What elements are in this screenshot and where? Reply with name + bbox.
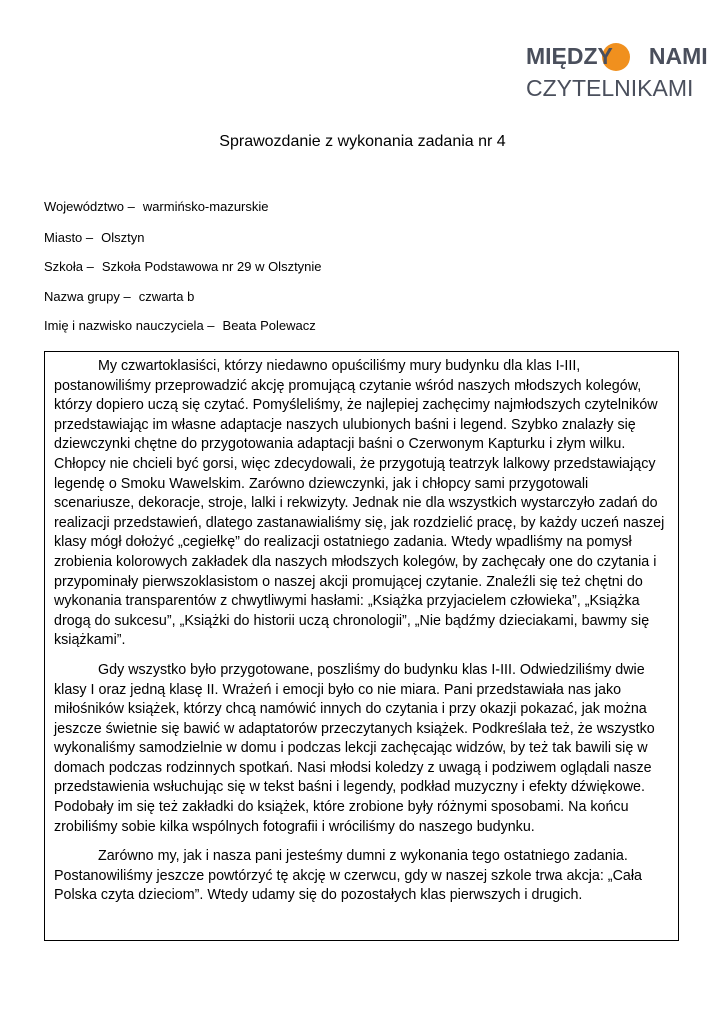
logo-top-line — [526, 43, 708, 70]
logo-word-2: NAMI — [648, 43, 708, 69]
logo-word-3: CZYTELNIKAMI — [526, 75, 694, 101]
report-paragraph-3: Zarówno my, jak i nasza pani jesteśmy dumni z wykonania tego ostatniego zadania. Postanowiliśmy jeszcze powtórzyć tę akcję w czerwcu, gdy w naszej szkole trwa akcja: „Cała Polska czyta dzieciom”. Wtedy udamy się do pozostałych klas pierwszych i drugich. — [54, 848, 642, 904]
report-paragraph-1: My czwartoklasiści, którzy niedawno opuściliśmy mury budynku dla klas I-III, postanowiliśmy przeprowadzić akcję promującą czytanie wśród naszych młodszych kolegów, którzy dopiero uczą się czytać. Pomyśleliśmy, że najlepiej zachęcimy najmłodszych czytelników przedstawiając im własne adaptacje naszych ulubionych baśni i legend. Szybko znalazły się dziewczynki chętne do przygotowania adaptacji baśni o Czerwonym Kapturku i złym wilku. Chłopcy nie chcieli być gorsi, więc zdecydowali, że przygotują teatrzyk lalkowy przedstawiający legendę o Smoku Wawelskim. Zarówno dziewczynki, jak i chłopcy sami przygotowali scenariusze, dekoracje, stroje, lalki i rekwizyty. Jednak nie dla wszystkich wystarczyło zadań do realizacji przedstawień, dlatego zastanawialiśmy się, jak rozdzielić pracę, by każdy uczeń naszej klasy mógł dołożyć „cegiełkę” do realizacji ostatniego zadania. Wtedy wpadliśmy na pomysł zrobienia kolorowych zakładek dla naszych młodszych kolegów, by zachęcały one do czytania i przypominały pierwszoklasistom o naszej akcji promującej czytanie. Znaleźli się też chętni do wykonania transparentów z chwytliwymi hasłami: „Książka przyjacielem człowieka”, „Książka drogą do sukcesu”, „Książki do historii uczą chronologii”, „Nie bądźmy dzieciakami, bawmy się książkami”. — [54, 358, 665, 649]
logo — [526, 43, 708, 105]
field-label: Nazwa grupy – — [44, 289, 131, 304]
logo-word-1: MIĘDZY — [526, 43, 613, 69]
field-value: warmińsko-mazurskie — [142, 199, 269, 214]
field-label: Miasto – — [44, 230, 94, 245]
page-title: Sprawozdanie z wykonania zadania nr 4 — [219, 133, 506, 150]
field-group — [44, 289, 194, 304]
report-box — [44, 351, 679, 941]
field-value: czwarta b — [138, 289, 195, 304]
field-voivodeship — [44, 199, 269, 214]
field-label: Województwo – — [44, 199, 135, 214]
field-value: Szkoła Podstawowa nr 29 w Olsztynie — [101, 259, 322, 274]
field-value: Olsztyn — [101, 230, 145, 245]
field-value: Beata Polewacz — [222, 318, 316, 333]
report-paragraph-2: Gdy wszystko było przygotowane, poszliśmy do budynku klas I-III. Odwiedziliśmy dwie klasy I oraz jedną klasę II. Wrażeń i emocji było co nie miara. Pani przedstawiała nas jako miłośników książek, którzy chcą namówić innych do czytania i przy okazji pokazać, jak można jeszcze świetnie się bawić w adaptatorów przeczytanych książek. Podkreślała też, że wszystko wykonaliśmy samodzielnie w domu i podczas lekcji zachęcając widzów, by też tak bawili się w domach podczas rodzinnych spotkań. Nasi młodsi koledzy z uwagą i podziwem oglądali nasze przedstawienia wsłuchując się w tekst baśni i legendy, podkład muzyczny i efekty dźwiękowe. Podobały im się też zakładki do książek, które zrobione były różnymi sposobami. Na końcu zrobiliśmy sobie kilka wspólnych fotografii i wróciliśmy do naszego budynku. — [54, 661, 655, 835]
field-teacher — [44, 318, 316, 333]
field-city — [44, 230, 144, 245]
field-school — [44, 259, 322, 274]
field-label: Imię i nazwisko nauczyciela – — [44, 318, 215, 333]
field-label: Szkoła – — [44, 259, 94, 274]
